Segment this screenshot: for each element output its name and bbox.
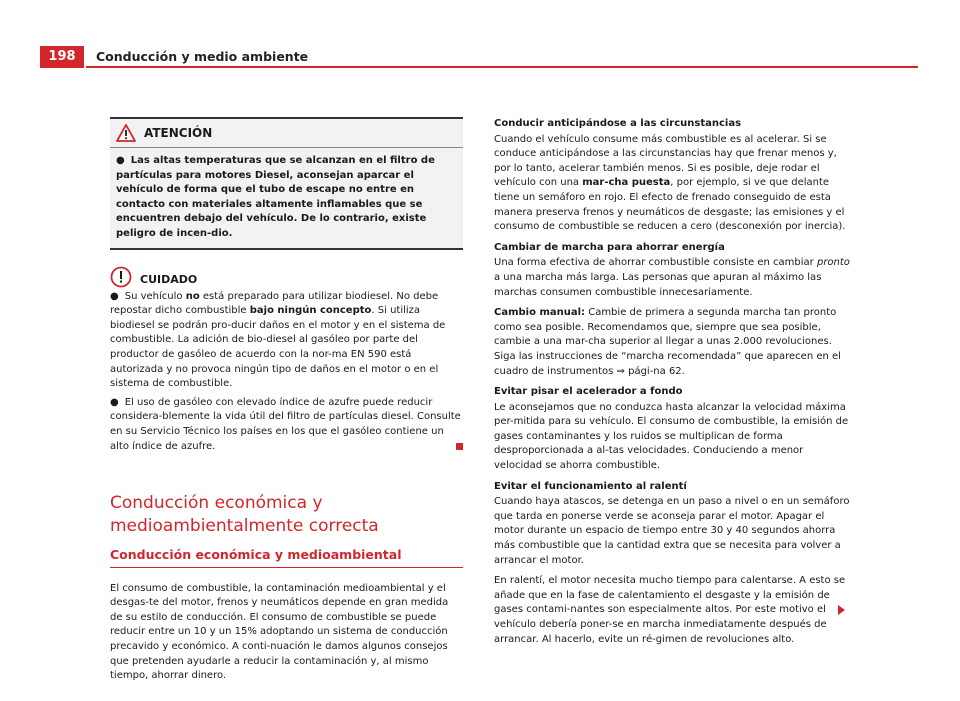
paragraph-anticipar — [494, 133, 854, 235]
paragraph-ralenti-1: Cuando haya atascos, se detenga en un paso a nivel o en un semáforo que tarda en ponerse verde se aconseja parar el motor. Apagar el motor durante un espacio de tiempo entre 30 y 40 segundos ahorra más combustible que la cantidad extra que se necesita para volver a arrancar el motor. — [494, 496, 850, 566]
warning-triangle-icon — [116, 124, 136, 142]
text-run: Una forma efectiva de ahorrar combustible consiste en cambiar — [494, 257, 817, 269]
paragraph-acelerador: Le aconsejamos que no conduzca hasta alcanzar la velocidad máxima per-mitida para su vehículo. El consumo de combustible, la emisión de gases contaminantes y los ruidos se multiplican de forma desproporcionada a al-tas velocidades. Conduciendo a menor velocidad se ahorra combustible. — [494, 401, 849, 472]
bullet-icon: ● — [116, 155, 125, 166]
paragraph-cambio-manual — [494, 306, 854, 379]
warning-body-text: Las altas temperaturas que se alcanzan en el filtro de partículas para motores Diesel, aconsejan aparcar el vehículo de forma que el tubo de escape no entre en contacto con materiales altamente inflamables que se encuentren debajo del vehículo. De lo contrario, existe peligro de incen-dio. — [116, 155, 435, 239]
warning-header — [116, 119, 456, 147]
bullet-icon: ● — [110, 290, 119, 302]
caution-title: CUIDADO — [140, 273, 198, 287]
caution-paragraph-2 — [110, 396, 463, 454]
heading-acelerador: Evitar pisar el acelerador a fondo — [494, 386, 683, 398]
text-run-italic: pronto — [816, 257, 850, 269]
caution-exclamation-icon — [110, 266, 132, 288]
text-run: , por ejemplo, si ve que delante tiene un semáforo en rojo. El efecto de frenado conseguido de esta manera preserva frenos y neumáticos de desgaste; las emisiones y el consumo de combustible se reducen a cero (desconexión por inercia). — [494, 177, 846, 233]
header-rule — [86, 66, 918, 68]
section-subtitle: Conducción económica y medioambiental — [110, 548, 463, 568]
section-title: Conducción económica y medioambientalmente correcta — [110, 493, 379, 537]
end-of-section-icon — [456, 443, 463, 450]
text-run: está preparado para utilizar biodiesel. No debe repostar dicho combustible — [110, 290, 439, 317]
bullet-icon: ● — [110, 396, 119, 408]
caution-paragraph-1 — [110, 290, 463, 392]
right-column — [494, 117, 854, 653]
text-run: Cuando el vehículo consume más combustible es al acelerar. Si se conduce anticipándose a las circunstancias hay que frenar menos y, por lo tanto, acelerar también menos. Si es posible, deje rodar el vehículo con una — [494, 133, 837, 189]
page-header-title: Conducción y medio ambiente — [96, 49, 309, 64]
left-column — [110, 117, 463, 688]
text-run: Cambie de primera a segunda marcha tan pronto como sea posible. Recomendamos que, siempre que sea posible, cambie a una mar-cha superior al llegar a unas 2.000 revoluciones. Siga las instrucciones de “marcha recomendada” que aparecen en el cuadro de instrumentos ⇒ pági-na 62. — [494, 307, 841, 377]
paragraph-cambiar-marcha — [494, 256, 854, 300]
warning-text — [116, 154, 456, 242]
heading-anticipar: Conducir anticipándose a las circunstancias — [494, 118, 742, 129]
warning-box — [110, 117, 463, 250]
text-run: Su vehículo — [124, 290, 186, 302]
text-run: a una marcha más larga. Las personas que apuran al máximo las marchas consumen combustible innecesariamente. — [494, 271, 822, 298]
caution-header — [110, 264, 463, 290]
text-run: . Si utiliza biodiesel se podrán pro-ducir daños en el motor y en el sistema de combustible. La adición de bio-diesel al gasóleo por parte del productor de gasóleo de acuerdo con la nor-ma EN 590 está autorizada y no provoca ningún tipo de daños en el motor o en el sistema de combustible. — [110, 305, 446, 390]
text-run-bold: mar-cha puesta — [582, 177, 671, 189]
section-intro: El consumo de combustible, la contaminación medioambiental y el desgas-te del motor, frenos y neumáticos depende en gran medida de su estilo de conducción. El consumo de combustible se puede reducir entre un 10 y un 15% adoptando un sistema de conducción precavido y económico. A conti-nuación le damos algunos consejos que pretenden ayudarle a reducir la contaminación y, al mismo tiempo, ahorrar dinero. — [110, 582, 449, 682]
text-run-bold: Cambio manual: — [494, 307, 586, 319]
warning-title: ATENCIÓN — [144, 125, 213, 140]
warning-divider — [110, 147, 463, 148]
text-run-bold: bajo ningún concepto — [249, 305, 372, 317]
page-number: 198 — [40, 46, 84, 68]
text-run-bold: no — [185, 290, 200, 302]
text-run: El uso de gasóleo con elevado índice de azufre puede reducir considera-blemente la vida útil del filtro de partículas diesel. Consulte en su Servicio Técnico los países en los que el gasóleo contiene un alto índice de azufre. — [110, 396, 461, 452]
heading-ralenti: Evitar el funcionamiento al ralentí — [494, 480, 687, 492]
heading-cambiar-marcha: Cambiar de marcha para ahorrar energía — [494, 241, 725, 253]
paragraph-ralenti-2: En ralentí, el motor necesita mucho tiempo para calentarse. A esto se añade que en la fase de calentamiento el desgaste y la emisión de gases contami-nantes son especialmente altos. Por este motivo el vehículo debería poner-se en marcha inmediatamente después de arrancar. Al hacerlo, evite un ré-gimen de revoluciones alto. — [494, 575, 846, 645]
continue-arrow-icon — [838, 605, 845, 615]
